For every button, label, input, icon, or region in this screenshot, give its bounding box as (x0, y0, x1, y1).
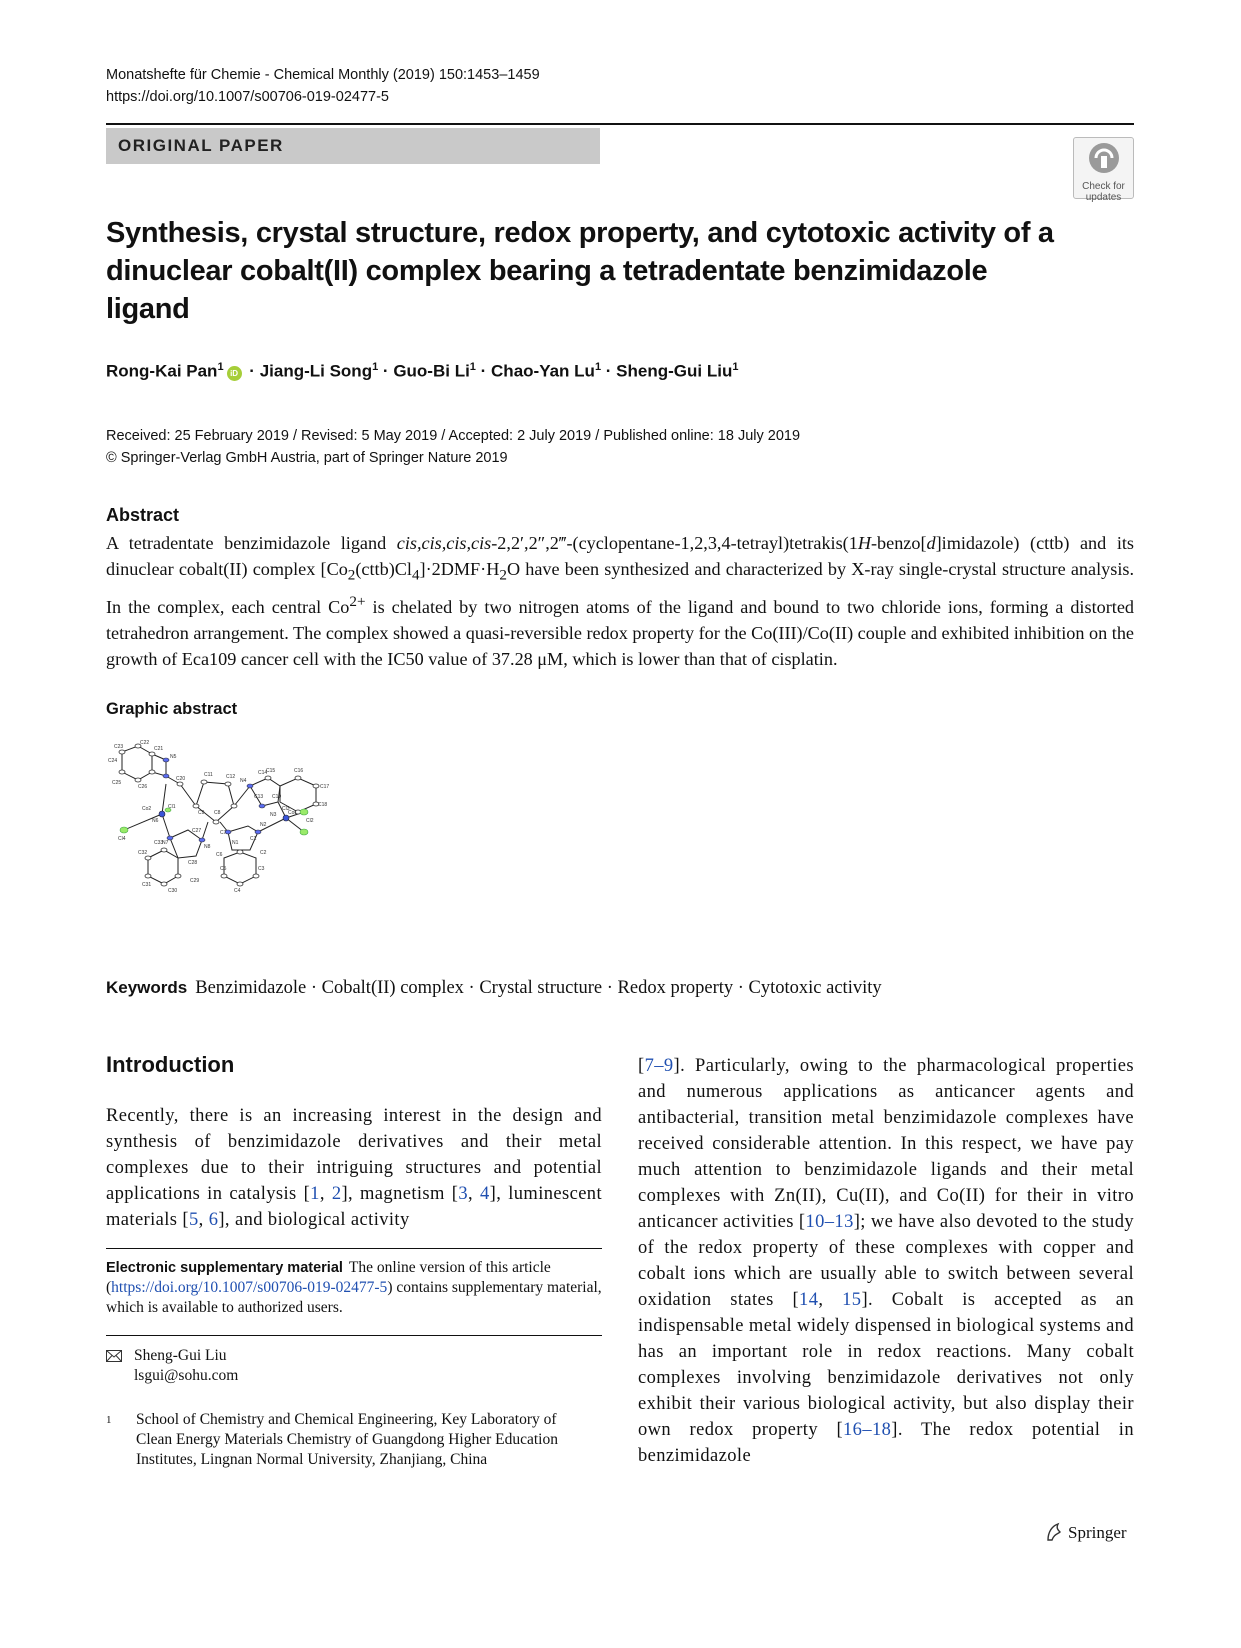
svg-text:C19: C19 (272, 794, 282, 800)
intro-left-column: Recently, there is an increasing interest in the design and synthesis of benzimidazole derivatives and their metal complexes due to their intriguing structures and potential applications in catalysis [1, 2], magnetism [3, 4], luminescent materials [5, 6], and biological activity (106, 1106, 603, 1230)
svg-text:C27: C27 (192, 828, 202, 834)
svg-text:N2: N2 (260, 822, 267, 828)
svg-text:C26: C26 (138, 784, 148, 790)
svg-text:N6: N6 (152, 818, 159, 824)
publication-dates (106, 425, 800, 469)
svg-text:C17: C17 (320, 784, 330, 790)
affiliation (106, 1410, 576, 1470)
svg-text:C13: C13 (254, 794, 264, 800)
svg-text:N7: N7 (162, 840, 169, 846)
citation-link[interactable]: 15 (842, 1290, 862, 1310)
svg-text:N8: N8 (204, 844, 211, 850)
citation-link[interactable]: 3 (458, 1184, 468, 1204)
header-rule (106, 123, 1134, 125)
svg-text:C15: C15 (266, 768, 276, 774)
corresponding-author (106, 1346, 238, 1386)
crystal-structure-figure (108, 740, 352, 940)
supplementary-note: Electronic supplementary material The online version of this article (https://doi.org/10.1007/s00706-019-02477-5) contains supplementary material, which is available to authorized users. (106, 1259, 602, 1316)
check-for-updates-badge[interactable] (1073, 137, 1134, 203)
citation-link[interactable]: 2 (331, 1184, 342, 1204)
corresponding-email[interactable]: lsgui@sohu.com (134, 1367, 239, 1384)
svg-text:C28: C28 (188, 860, 198, 866)
keywords-text: Benzimidazole · Cobalt(II) complex · Crystal structure · Redox property · Cytotoxic activity (195, 978, 882, 998)
atom-labels (108, 740, 329, 894)
footnote-rule (106, 1335, 602, 1336)
svg-text:C25: C25 (112, 780, 122, 786)
svg-text:Co1: Co1 (288, 810, 298, 816)
abstract-heading: Abstract (106, 505, 180, 525)
check-updates-text: Check for updates (1082, 181, 1125, 203)
svg-text:C22: C22 (140, 740, 150, 746)
abstract-text: A tetradentate benzimidazole ligand cis,cis,cis,cis-2,2′,2″,2‴-(cyclopentane-1,2,3,4-tetrayl)tetrakis(1H-benzo[d]imidazole) (cttb) and its dinuclear cobalt(II) complex $[Co_2(cttb)Cl_4]\cdot 2DMF\cdot H_2O$ have been synthesized and characterized by X-ray single-crystal structure analysis. In the complex, each central $Co^{2+}$ is chelated by two nitrogen atoms of the ligand and bound to two chloride ions, forming a distorted tetrahedron arrangement. The complex showed a quasi-reversible redox property for the Co(III)/Co(II) couple and exhibited inhibition on the growth of Eca109 cancer cell with the IC50 value of 37.28 μM, which is lower than that of cisplatin. (106, 533, 1135, 669)
svg-text:C33: C33 (154, 840, 164, 846)
graphic-abstract-heading: Graphic abstract (106, 700, 238, 718)
svg-text:C6: C6 (216, 852, 223, 858)
svg-text:C32: C32 (138, 850, 148, 856)
svg-text:Cl3: Cl3 (282, 806, 290, 812)
svg-text:Cl4: Cl4 (118, 836, 126, 842)
esm-link[interactable]: https://doi.org/10.1007/s00706-019-02477-5 (111, 1279, 388, 1296)
keywords-heading: Keywords (106, 978, 188, 997)
journal-header (106, 64, 540, 108)
citation-link[interactable]: 6 (208, 1210, 219, 1230)
svg-text:C29: C29 (190, 878, 200, 884)
citation-link[interactable]: 4 (480, 1184, 490, 1204)
orcid-icon[interactable]: iD (227, 366, 242, 381)
affiliation-number: 1 (106, 1414, 112, 1426)
svg-text:C30: C30 (168, 888, 178, 894)
svg-text:C31: C31 (142, 882, 152, 888)
author-name[interactable]: Chao-Yan Lu (491, 361, 595, 381)
citation-link[interactable]: 7–9 (644, 1056, 674, 1076)
svg-text:Cl1: Cl1 (168, 804, 176, 810)
doi-link[interactable]: https://doi.org/10.1007/s00706-019-02477-5 (106, 89, 389, 105)
citation-link[interactable]: 1 (310, 1184, 320, 1204)
author-name[interactable]: Sheng-Gui Liu (616, 361, 733, 381)
svg-text:N4: N4 (240, 778, 247, 784)
author-name[interactable]: Jiang-Li Song (259, 361, 373, 381)
article-title: Synthesis, crystal structure, redox property, and cytotoxic activity of a dinuclear cobalt(II) complex bearing a tetradentate benzimidazole ligand (106, 217, 1054, 325)
history-dates: Received: 25 February 2019 / Revised: 5 May 2019 / Accepted: 2 July 2019 / Published online: 18 July 2019 (106, 428, 801, 444)
svg-text:C8: C8 (214, 810, 221, 816)
svg-text:C2: C2 (260, 850, 267, 856)
svg-text:C7: C7 (220, 830, 227, 836)
citation-link[interactable]: 14 (799, 1290, 819, 1310)
springer-horse-icon (1044, 1522, 1064, 1542)
citation-link[interactable]: 10–13 (805, 1212, 854, 1232)
introduction-heading: Introduction (106, 1052, 235, 1077)
svg-text:C4: C4 (234, 888, 241, 894)
publisher-name: Springer (1068, 1523, 1127, 1542)
citation-link[interactable]: 16–18 (843, 1420, 892, 1440)
journal-citation: Monatshefte für Chemie - Chemical Monthly (2019) 150:1453–1459 (106, 67, 540, 83)
svg-text:C18: C18 (318, 802, 328, 808)
corresponding-name: Sheng-Gui Liu (134, 1347, 227, 1364)
author-list: Rong-Kai Pan$^1$iD · Jiang-Li Song$^1$ · Guo-Bi $Li^1$ · Chao-Yan $Lu^1$ · Sheng-Gui Liu$^1$ (106, 361, 739, 381)
svg-text:C11: C11 (204, 772, 213, 778)
author-name[interactable]: Guo-Bi Li (393, 361, 470, 381)
svg-text:C9: C9 (198, 810, 205, 816)
section-label: ORIGINAL PAPER (118, 136, 284, 155)
affiliation-text: School of Chemistry and Chemical Engineering, Key Laboratory of Clean Energy Materials Chemistry of Guangdong Higher Education Institutes, Lingnan Normal University, Zhanjiang, China (136, 1411, 558, 1468)
svg-text:Co2: Co2 (142, 806, 152, 812)
svg-text:C20: C20 (176, 776, 186, 782)
svg-text:N5: N5 (170, 754, 177, 760)
citation-link[interactable]: 5 (189, 1210, 199, 1230)
svg-text:Cl2: Cl2 (306, 818, 314, 824)
svg-text:C21: C21 (154, 746, 164, 752)
intro-right-column: [7–9]. Particularly, owing to the pharmacological properties and numerous applications as anticancer agents and antibacterial, transition metal benzimidazole complexes have received considerable attention. In this respect, we have pay much attention to benzimidazole ligands and their metal complexes with Zn(II), Cu(II), and Co(II) for their in vitro anticancer activities [10–13]; we have also devoted to the study of the redox property of these complexes with copper and cobalt ions which are usually able to switch between several oxidation states [14, 15]. Cobalt is accepted as an indispensable metal widely dispensed in biological systems and has an important role in redox reactions. Many cobalt complexes involving benzimidazole derivatives not only exhibit their various biological activity, but also display their own redox property [16–18]. The redox potential in benzimidazole (638, 1056, 1135, 1466)
springer-logo (1044, 1522, 1127, 1543)
esm-heading: Electronic supplementary material (106, 1260, 343, 1276)
keywords-line (106, 978, 882, 999)
copyright-line: © Springer-Verlag GmbH Austria, part of Springer Nature 2019 (106, 450, 508, 466)
svg-text:N3: N3 (270, 812, 277, 818)
svg-text:C1: C1 (250, 836, 257, 842)
envelope-icon (106, 1350, 122, 1362)
svg-text:C16: C16 (294, 768, 304, 774)
check-updates-icon (1087, 141, 1121, 175)
svg-text:C24: C24 (108, 758, 118, 764)
svg-text:N1: N1 (232, 840, 239, 846)
svg-text:C14: C14 (258, 770, 268, 776)
svg-text:C12: C12 (226, 774, 236, 780)
svg-text:C5: C5 (220, 866, 227, 872)
author-name[interactable]: Rong-Kai Pan (106, 361, 218, 381)
footnote-rule (106, 1248, 602, 1249)
svg-text:C23: C23 (114, 744, 124, 750)
svg-text:C3: C3 (258, 866, 265, 872)
